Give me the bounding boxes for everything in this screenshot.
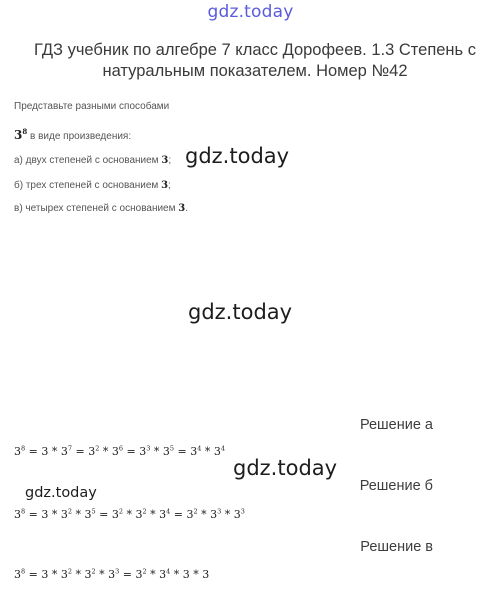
solution-a-equation: $3^8 = 3 * 3^7 = 3^2 * 3^6 = 3^3 * 3^5 = 3^4 * 3^4$ bbox=[14, 444, 225, 458]
watermark: gdz.today bbox=[188, 300, 293, 324]
page-title: ГДЗ учебник по алгебре 7 класс Дорофеев. 1.3 Степень с натуральным показателем. Номер №42 bbox=[34, 41, 476, 80]
site-logo[interactable]: gdz.today bbox=[207, 2, 294, 22]
solution-a-heading: Решение а bbox=[359, 417, 433, 433]
solution-c-heading: Решение в bbox=[360, 539, 433, 555]
task-item-c: в) четырех степеней с основанием 3. bbox=[14, 203, 189, 214]
task-intro: Представьте разными способами bbox=[14, 101, 170, 112]
watermark: gdz.today bbox=[185, 144, 290, 168]
solution-c-equation: $3^8 = 3 * 3^2 * 3^2 * 3^3 = 3^2 * 3^4 * 3 * 3$ bbox=[14, 567, 210, 581]
watermark: gdz.today bbox=[25, 485, 97, 501]
task-item-a: а) двух степеней с основанием 3; bbox=[14, 155, 172, 166]
solution-b-equation: $3^8 = 3 * 3^2 * 3^5 = 3^2 * 3^2 * 3^4 = 3^2 * 3^3 * 3^3$ bbox=[14, 507, 245, 521]
solution-b-heading: Решение б bbox=[359, 478, 433, 494]
watermark: gdz.today bbox=[233, 456, 338, 480]
task-item-b: б) трех степеней с основанием 3; bbox=[14, 180, 171, 191]
task-lead-text: в виде произведения: bbox=[30, 131, 132, 142]
task-lead bbox=[14, 128, 131, 142]
task-lead-power: $3^8$ bbox=[14, 127, 28, 142]
